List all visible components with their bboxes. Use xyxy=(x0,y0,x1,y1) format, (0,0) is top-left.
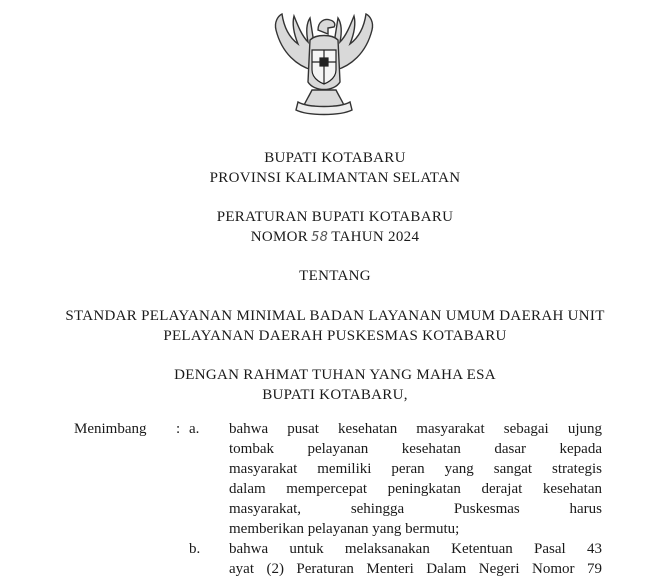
province-title: PROVINSI KALIMANTAN SELATAN xyxy=(209,170,461,186)
item-a-line: tombak pelayanan kesehatan dasar kepada xyxy=(229,441,602,457)
item-letter-a: a. xyxy=(189,421,200,437)
regulation-title: PERATURAN BUPATI KOTABARU xyxy=(216,209,454,225)
regulation-number xyxy=(0,229,670,246)
item-a-line: masyarakat memiliki peran yang sangat strategis xyxy=(229,461,602,477)
preamble-line-2: BUPATI KOTABARU, xyxy=(262,387,408,403)
about-heading: TENTANG xyxy=(299,268,371,284)
preamble-line-1: DENGAN RAHMAT TUHAN YANG MAHA ESA xyxy=(174,367,496,383)
item-b-line: bahwa untuk melaksanakan Ketentuan Pasal 43 xyxy=(229,541,602,557)
considering-label: Menimbang xyxy=(74,421,147,437)
item-a-line: masyarakat, sehingga Puskesmas harus xyxy=(229,501,602,517)
item-b-line: ayat (2) Peraturan Menteri Dalam Negeri Nomor 79 xyxy=(229,561,602,577)
number-prefix: NOMOR xyxy=(250,229,309,245)
item-a-line: dalam mempercepat peningkatan derajat kesehatan xyxy=(229,481,602,497)
subject-line-1: STANDAR PELAYANAN MINIMAL BADAN LAYANAN UMUM DAERAH UNIT xyxy=(65,308,605,324)
official-title: BUPATI KOTABARU xyxy=(264,150,406,166)
handwritten-number: 58 xyxy=(311,230,329,245)
subject-line-2: PELAYANAN DAERAH PUSKESMAS KOTABARU xyxy=(163,328,507,344)
item-letter-b: b. xyxy=(189,541,201,557)
considering-colon: : xyxy=(176,421,181,437)
number-suffix: TAHUN 2024 xyxy=(331,229,420,245)
item-a-line: memberikan pelayanan yang bermutu; xyxy=(229,521,460,537)
item-a-line: bahwa pusat kesehatan masyarakat sebagai ujung xyxy=(229,421,602,437)
garuda-emblem-icon xyxy=(268,10,380,120)
